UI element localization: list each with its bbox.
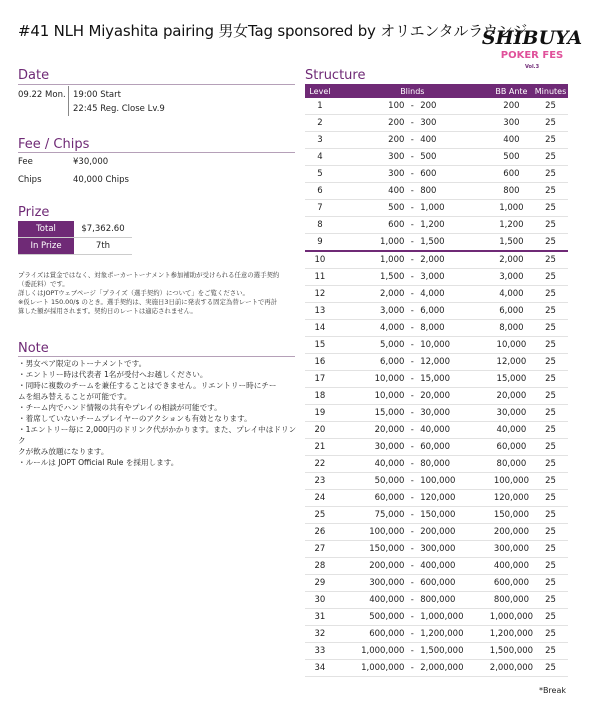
- level-cell: 31: [305, 609, 335, 626]
- disclaimer-line: （委託料）です。: [18, 280, 69, 288]
- level-cell: 34: [305, 660, 335, 677]
- note-divider: [18, 356, 295, 357]
- minutes-cell: 25: [533, 388, 568, 405]
- sb-cell: 15,000: [335, 405, 407, 422]
- minutes-cell: 25: [533, 337, 568, 354]
- bb-cell: 600: [418, 166, 490, 183]
- level-cell: 17: [305, 371, 335, 388]
- blinds-dash: -: [406, 149, 418, 166]
- sb-cell: 400,000: [335, 592, 407, 609]
- table-row: [305, 183, 568, 200]
- table-row: [305, 388, 568, 405]
- note-item: ・着席していないチームプレイヤーのアクションも有効となります。: [18, 414, 252, 423]
- level-cell: 19: [305, 405, 335, 422]
- blinds-dash: -: [406, 490, 418, 507]
- shibuya-poker-fes-logo: [481, 22, 583, 72]
- note-item: ・ルールは JOPT Official Rule を採用します。: [18, 458, 179, 467]
- minutes-cell: 25: [533, 558, 568, 575]
- minutes-cell: 25: [533, 354, 568, 371]
- ante-cell: 1,500: [490, 234, 533, 252]
- level-cell: 18: [305, 388, 335, 405]
- blinds-dash: -: [406, 371, 418, 388]
- table-row: [305, 558, 568, 575]
- fee-heading: Fee / Chips: [18, 137, 90, 152]
- ante-cell: 30,000: [490, 405, 533, 422]
- ante-cell: 12,000: [490, 354, 533, 371]
- ante-cell: 120,000: [490, 490, 533, 507]
- ante-cell: 2,000,000: [490, 660, 533, 677]
- blinds-dash: -: [406, 354, 418, 371]
- page-title: #41 NLH Miyashita pairing 男女Tag sponsored by オリエンタルラウンジ: [18, 22, 527, 40]
- sb-cell: 600,000: [335, 626, 407, 643]
- minutes-cell: 25: [533, 490, 568, 507]
- blinds-dash: -: [406, 320, 418, 337]
- table-row: [305, 371, 568, 388]
- bb-cell: 500: [418, 149, 490, 166]
- table-row: [305, 643, 568, 660]
- blinds-dash: -: [406, 115, 418, 132]
- blinds-dash: -: [406, 592, 418, 609]
- note-item: ・男女ペア限定のトーナメントです。: [18, 359, 147, 368]
- sb-cell: 10,000: [335, 371, 407, 388]
- minutes-cell: 25: [533, 149, 568, 166]
- minutes-cell: 25: [533, 660, 568, 677]
- sb-cell: 50,000: [335, 473, 407, 490]
- level-cell: 8: [305, 217, 335, 234]
- ante-cell: 60,000: [490, 439, 533, 456]
- header-minutes: Minutes: [533, 84, 568, 98]
- ante-cell: 600: [490, 166, 533, 183]
- table-row: [305, 217, 568, 234]
- level-cell: 32: [305, 626, 335, 643]
- prize-disclaimer: [18, 271, 293, 316]
- ante-cell: 3,000: [490, 269, 533, 286]
- blinds-dash: -: [406, 422, 418, 439]
- level-cell: 33: [305, 643, 335, 660]
- minutes-cell: 25: [533, 524, 568, 541]
- minutes-cell: 25: [533, 320, 568, 337]
- level-cell: 6: [305, 183, 335, 200]
- prize-inprize-value: 7th: [95, 241, 111, 251]
- minutes-cell: 25: [533, 473, 568, 490]
- table-row: [305, 439, 568, 456]
- logo-line1: SHIBUYA: [481, 27, 583, 49]
- bb-cell: 6,000: [418, 303, 490, 320]
- blinds-dash: -: [406, 575, 418, 592]
- ante-cell: 100,000: [490, 473, 533, 490]
- table-row: [305, 354, 568, 371]
- sb-cell: 40,000: [335, 456, 407, 473]
- structure-table: [305, 84, 568, 677]
- table-row: [305, 98, 568, 115]
- table-row: [305, 303, 568, 320]
- note-list: [18, 358, 300, 468]
- chips-label: Chips: [18, 175, 42, 185]
- bb-cell: 30,000: [418, 405, 490, 422]
- level-cell: 15: [305, 337, 335, 354]
- disclaimer-line: プライズは賞金ではなく、対象ポーカートーナメント参加補助が受けられる任意の選手契約: [18, 271, 280, 279]
- minutes-cell: 25: [533, 200, 568, 217]
- minutes-cell: 25: [533, 286, 568, 303]
- minutes-cell: 25: [533, 592, 568, 609]
- bb-cell: 300,000: [418, 541, 490, 558]
- disclaimer-line: ※仮レート 150.00/$ のとき。選手契約は、実施日3日前に発表する固定為替レートで再計: [18, 298, 278, 306]
- disclaimer-line: 詳しくはJOPTウェブページ「プライズ（選手契約）について」をご覧ください。: [18, 289, 249, 297]
- level-cell: 12: [305, 286, 335, 303]
- blinds-dash: -: [406, 200, 418, 217]
- bb-cell: 800,000: [418, 592, 490, 609]
- blinds-dash: -: [406, 405, 418, 422]
- structure-body: [305, 98, 568, 677]
- bb-cell: 80,000: [418, 456, 490, 473]
- sb-cell: 300: [335, 166, 407, 183]
- blinds-dash: -: [406, 166, 418, 183]
- ante-cell: 300: [490, 115, 533, 132]
- bb-cell: 60,000: [418, 439, 490, 456]
- level-cell: 2: [305, 115, 335, 132]
- blinds-dash: -: [406, 337, 418, 354]
- sb-cell: 1,000: [335, 251, 407, 269]
- note-item: ・エントリー時は代表者 1名が受付へお越しください。: [18, 370, 208, 379]
- disclaimer-line: 算した額が採用されます。契約日のレートは適応されません。: [18, 307, 197, 315]
- minutes-cell: 25: [533, 456, 568, 473]
- bb-cell: 120,000: [418, 490, 490, 507]
- bb-cell: 2,000,000: [418, 660, 490, 677]
- minutes-cell: 25: [533, 217, 568, 234]
- table-row: [305, 660, 568, 677]
- sb-cell: 4,000: [335, 320, 407, 337]
- level-cell: 5: [305, 166, 335, 183]
- bb-cell: 1,200: [418, 217, 490, 234]
- sb-cell: 200,000: [335, 558, 407, 575]
- blinds-dash: -: [406, 234, 418, 252]
- level-cell: 9: [305, 234, 335, 252]
- level-cell: 1: [305, 98, 335, 115]
- level-cell: 27: [305, 541, 335, 558]
- table-row: [305, 320, 568, 337]
- ante-cell: 150,000: [490, 507, 533, 524]
- minutes-cell: 25: [533, 371, 568, 388]
- level-cell: 3: [305, 132, 335, 149]
- sb-cell: 3,000: [335, 303, 407, 320]
- bb-cell: 200: [418, 98, 490, 115]
- sb-cell: 500: [335, 200, 407, 217]
- sb-cell: 30,000: [335, 439, 407, 456]
- blinds-dash: -: [406, 541, 418, 558]
- ante-cell: 2,000: [490, 251, 533, 269]
- blinds-dash: -: [406, 660, 418, 677]
- sb-cell: 6,000: [335, 354, 407, 371]
- level-cell: 25: [305, 507, 335, 524]
- bb-cell: 100,000: [418, 473, 490, 490]
- ante-cell: 1,200,000: [490, 626, 533, 643]
- ante-cell: 1,500,000: [490, 643, 533, 660]
- sb-cell: 10,000: [335, 388, 407, 405]
- bb-cell: 20,000: [418, 388, 490, 405]
- minutes-cell: 25: [533, 405, 568, 422]
- logo-line2: POKER FES: [500, 50, 564, 61]
- level-cell: 21: [305, 439, 335, 456]
- table-row: [305, 132, 568, 149]
- ante-cell: 40,000: [490, 422, 533, 439]
- bb-cell: 2,000: [418, 251, 490, 269]
- ante-cell: 10,000: [490, 337, 533, 354]
- blinds-dash: -: [406, 286, 418, 303]
- blinds-dash: -: [406, 507, 418, 524]
- table-row: [305, 422, 568, 439]
- minutes-cell: 25: [533, 115, 568, 132]
- minutes-cell: 25: [533, 609, 568, 626]
- fee-value: ¥30,000: [73, 157, 109, 167]
- ante-cell: 15,000: [490, 371, 533, 388]
- note-item: クが飲み放題になります。: [18, 447, 109, 456]
- fee-label: Fee: [18, 157, 33, 167]
- blinds-dash: -: [406, 98, 418, 115]
- sb-cell: 500,000: [335, 609, 407, 626]
- ante-cell: 400: [490, 132, 533, 149]
- blinds-dash: -: [406, 524, 418, 541]
- blinds-dash: -: [406, 269, 418, 286]
- ante-cell: 8,000: [490, 320, 533, 337]
- sb-cell: 600: [335, 217, 407, 234]
- table-row: [305, 473, 568, 490]
- bb-cell: 1,500: [418, 234, 490, 252]
- level-cell: 28: [305, 558, 335, 575]
- table-row: [305, 337, 568, 354]
- bb-cell: 400: [418, 132, 490, 149]
- minutes-cell: 25: [533, 626, 568, 643]
- ante-cell: 200,000: [490, 524, 533, 541]
- note-item: ・チーム内でハンド情報の共有やプレイの相談が可能です。: [18, 403, 222, 412]
- minutes-cell: 25: [533, 575, 568, 592]
- minutes-cell: 25: [533, 132, 568, 149]
- table-row: [305, 456, 568, 473]
- level-cell: 4: [305, 149, 335, 166]
- bb-cell: 600,000: [418, 575, 490, 592]
- date-divider: [18, 84, 295, 85]
- blinds-dash: -: [406, 626, 418, 643]
- ante-cell: 200: [490, 98, 533, 115]
- blinds-dash: -: [406, 473, 418, 490]
- logo-line3: Vol.3: [524, 64, 540, 70]
- sb-cell: 5,000: [335, 337, 407, 354]
- table-row: [305, 609, 568, 626]
- sb-cell: 20,000: [335, 422, 407, 439]
- level-cell: 29: [305, 575, 335, 592]
- prize-total-row: [18, 221, 132, 238]
- table-row: [305, 575, 568, 592]
- blinds-dash: -: [406, 558, 418, 575]
- bb-cell: 200,000: [418, 524, 490, 541]
- minutes-cell: 25: [533, 166, 568, 183]
- bb-cell: 4,000: [418, 286, 490, 303]
- note-heading: Note: [18, 341, 49, 356]
- prize-heading: Prize: [18, 205, 50, 220]
- ante-cell: 80,000: [490, 456, 533, 473]
- minutes-cell: 25: [533, 183, 568, 200]
- table-row: [305, 592, 568, 609]
- date-separator: [68, 86, 69, 116]
- date-day: 09.22 Mon.: [18, 90, 66, 100]
- minutes-cell: 25: [533, 643, 568, 660]
- prize-inprize-label: In Prize: [18, 238, 74, 254]
- blinds-dash: -: [406, 439, 418, 456]
- fee-divider: [18, 152, 295, 153]
- table-row: [305, 269, 568, 286]
- minutes-cell: 25: [533, 269, 568, 286]
- date-reg-close: 22:45 Reg. Close Lv.9: [73, 104, 165, 114]
- table-row: [305, 507, 568, 524]
- chips-value: 40,000 Chips: [73, 175, 129, 185]
- sb-cell: 2,000: [335, 286, 407, 303]
- ante-cell: 500: [490, 149, 533, 166]
- minutes-cell: 25: [533, 303, 568, 320]
- level-cell: 11: [305, 269, 335, 286]
- level-cell: 16: [305, 354, 335, 371]
- blinds-dash: -: [406, 643, 418, 660]
- date-start: 19:00 Start: [73, 90, 121, 100]
- bb-cell: 800: [418, 183, 490, 200]
- sb-cell: 1,000,000: [335, 643, 407, 660]
- minutes-cell: 25: [533, 98, 568, 115]
- bb-cell: 3,000: [418, 269, 490, 286]
- bb-cell: 40,000: [418, 422, 490, 439]
- header-blinds: Blinds: [335, 84, 490, 98]
- level-cell: 23: [305, 473, 335, 490]
- sb-cell: 1,500: [335, 269, 407, 286]
- header-ante: BB Ante: [490, 84, 533, 98]
- table-row: [305, 405, 568, 422]
- level-cell: 7: [305, 200, 335, 217]
- prize-total-value: $7,362.60: [81, 224, 125, 234]
- table-row: [305, 115, 568, 132]
- ante-cell: 300,000: [490, 541, 533, 558]
- minutes-cell: 25: [533, 234, 568, 252]
- table-row: [305, 490, 568, 507]
- minutes-cell: 25: [533, 422, 568, 439]
- table-row: [305, 626, 568, 643]
- bb-cell: 1,000: [418, 200, 490, 217]
- ante-cell: 6,000: [490, 303, 533, 320]
- prize-inprize-row: [18, 238, 132, 255]
- note-item: ・1エントリー毎に 2,000円のドリンク代がかかります。また、プレイ中はドリンク: [18, 425, 297, 445]
- ante-cell: 400,000: [490, 558, 533, 575]
- break-footnote: *Break: [538, 686, 566, 695]
- blinds-dash: -: [406, 217, 418, 234]
- bb-cell: 150,000: [418, 507, 490, 524]
- ante-cell: 1,000: [490, 200, 533, 217]
- sb-cell: 400: [335, 183, 407, 200]
- blinds-dash: -: [406, 456, 418, 473]
- header-level: Level: [305, 84, 335, 98]
- date-heading: Date: [18, 68, 50, 83]
- bb-cell: 1,000,000: [418, 609, 490, 626]
- level-cell: 26: [305, 524, 335, 541]
- note-item: ムを組み替えることが可能です。: [18, 392, 132, 401]
- ante-cell: 4,000: [490, 286, 533, 303]
- blinds-dash: -: [406, 303, 418, 320]
- table-row: [305, 251, 568, 269]
- table-row: [305, 200, 568, 217]
- bb-cell: 15,000: [418, 371, 490, 388]
- table-row: [305, 166, 568, 183]
- level-cell: 30: [305, 592, 335, 609]
- level-cell: 13: [305, 303, 335, 320]
- sb-cell: 200: [335, 115, 407, 132]
- sb-cell: 100,000: [335, 524, 407, 541]
- blinds-dash: -: [406, 132, 418, 149]
- sb-cell: 1,000: [335, 234, 407, 252]
- ante-cell: 600,000: [490, 575, 533, 592]
- minutes-cell: 25: [533, 507, 568, 524]
- bb-cell: 8,000: [418, 320, 490, 337]
- level-cell: 14: [305, 320, 335, 337]
- level-cell: 10: [305, 251, 335, 269]
- prize-total-label: Total: [18, 221, 74, 237]
- sb-cell: 150,000: [335, 541, 407, 558]
- sb-cell: 1,000,000: [335, 660, 407, 677]
- ante-cell: 20,000: [490, 388, 533, 405]
- ante-cell: 1,200: [490, 217, 533, 234]
- note-item: ・同時に複数のチームを兼任することはできません。リエントリー時にチー: [18, 381, 277, 390]
- bb-cell: 12,000: [418, 354, 490, 371]
- blinds-dash: -: [406, 251, 418, 269]
- sb-cell: 300: [335, 149, 407, 166]
- table-row: [305, 524, 568, 541]
- bb-cell: 1,500,000: [418, 643, 490, 660]
- minutes-cell: 25: [533, 541, 568, 558]
- sb-cell: 200: [335, 132, 407, 149]
- minutes-cell: 25: [533, 439, 568, 456]
- sb-cell: 100: [335, 98, 407, 115]
- ante-cell: 1,000,000: [490, 609, 533, 626]
- sb-cell: 60,000: [335, 490, 407, 507]
- bb-cell: 1,200,000: [418, 626, 490, 643]
- bb-cell: 10,000: [418, 337, 490, 354]
- structure-header-row: [305, 84, 568, 98]
- bb-cell: 400,000: [418, 558, 490, 575]
- structure-heading: Structure: [305, 68, 366, 83]
- table-row: [305, 541, 568, 558]
- blinds-dash: -: [406, 388, 418, 405]
- blinds-dash: -: [406, 609, 418, 626]
- ante-cell: 800: [490, 183, 533, 200]
- blinds-dash: -: [406, 183, 418, 200]
- level-cell: 20: [305, 422, 335, 439]
- bb-cell: 300: [418, 115, 490, 132]
- level-cell: 22: [305, 456, 335, 473]
- sb-cell: 75,000: [335, 507, 407, 524]
- level-cell: 24: [305, 490, 335, 507]
- sb-cell: 300,000: [335, 575, 407, 592]
- table-row: [305, 149, 568, 166]
- table-row: [305, 286, 568, 303]
- table-row: [305, 234, 568, 252]
- ante-cell: 800,000: [490, 592, 533, 609]
- minutes-cell: 25: [533, 251, 568, 269]
